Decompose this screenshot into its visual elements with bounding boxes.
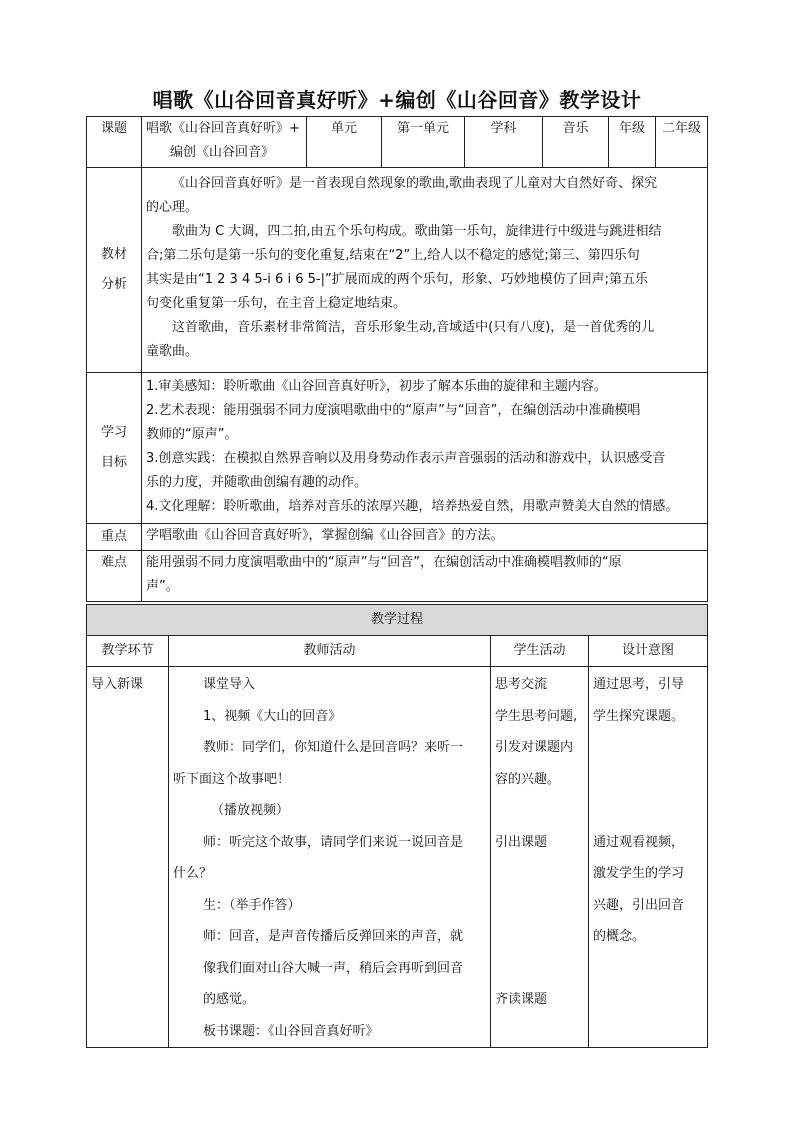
- header-intent: 设计意图: [589, 636, 708, 667]
- header-student: 学生活动: [491, 636, 589, 667]
- topic-row: [87, 117, 708, 168]
- goals-content: 1.审美感知：聆听歌曲《山谷回音真好听》，初步了解本乐曲的旋律和主题内容。 2.艺术表现：能用强弱不同力度演唱歌曲中的“原声”与“回音”，在编创活动中准确模唱 教师的“原声”。 3.创意实践：在模拟自然界音响以及用身势动作表示声音强弱的活动和游戏中，认识感受音 乐的力度，并随歌曲创编有趣的动作。 4.文化理解：聆听歌曲，培养对音乐的浓厚兴趣，培养热爱自然，用歌声赞美大自然的情感。: [142, 373, 708, 524]
- topic-value: 唱歌《山谷回音真好听》+ 编创《山谷回音》: [142, 117, 307, 168]
- difficulty-label: 难点: [87, 551, 142, 602]
- stage-cell: 导入新课: [87, 667, 169, 1048]
- process-body-row: [87, 667, 708, 1048]
- process-table: [86, 604, 708, 1048]
- design-intent: 通过思考，引导 学生探究课题。 通过观看视频， 激发学生的学习 兴趣，引出回音 的概念。: [589, 667, 708, 1048]
- focus-value: 学唱歌曲《山谷回音真好听》，掌握创编《山谷回音》的方法。: [142, 524, 708, 551]
- document-title: 唱歌《山谷回音真好听》+编创《山谷回音》教学设计: [152, 88, 642, 112]
- grade-value: 二年级: [656, 117, 708, 168]
- unit-label: 单元: [307, 117, 382, 168]
- difficulty-row: [87, 551, 708, 602]
- subject-value: 音乐: [543, 117, 609, 168]
- header-stage: 教学环节: [87, 636, 169, 667]
- process-title-row: [87, 605, 708, 636]
- goals-label: 学习 目标: [87, 373, 142, 524]
- teacher-activity: 课堂导入 1、视频《大山的回音》 教师：同学们，你知道什么是回音吗？来听一 听下面这个故事吧！ （播放视频） 师：听完这个故事，请同学们来说一说回音是 什么？ 生：（举手作答） 师：回音，是声音传播后反弹回来的声音，就 像我们面对山谷大喊一声，稍后会再听到回音 的感觉。 板书课题：《山谷回音真好听》: [169, 667, 491, 1048]
- header-teacher: 教师活动: [169, 636, 491, 667]
- subject-label: 学科: [465, 117, 543, 168]
- difficulty-value: 能用强弱不同力度演唱歌曲中的“原声”与“回音”，在编创活动中准确模唱教师的“原 声”。: [142, 551, 708, 602]
- focus-row: [87, 524, 708, 551]
- analysis-content: 《山谷回音真好听》是一首表现自然现象的歌曲,歌曲表现了儿童对大自然好奇、探究 的心理。 歌曲为 C 大调，四二拍,由五个乐句构成。歌曲第一乐句，旋律进行中级进与跳进相结 合;第二乐句是第一乐句的变化重复,结束在“2”上,给人以不稳定的感觉;第三、第四乐句 其实是由“1 2 3 4 5-i 6 i 6 5-|”扩展而成的两个乐句，形象、巧妙地模仿了回声;第五乐 句变化重复第一乐句，在主音上稳定地结束。 这首歌曲，音乐素材非常简洁，音乐形象生动,音域适中(只有八度)，是一首优秀的儿 童歌曲。: [142, 168, 708, 373]
- process-title: 教学过程: [87, 605, 708, 636]
- analysis-label: 教材 分析: [87, 168, 142, 373]
- analysis-row: [87, 168, 708, 373]
- focus-label: 重点: [87, 524, 142, 551]
- info-table: [86, 116, 708, 602]
- topic-label: 课题: [87, 117, 142, 168]
- process-header-row: [87, 636, 708, 667]
- grade-label: 年级: [609, 117, 656, 168]
- unit-value: 第一单元: [382, 117, 465, 168]
- student-activity: 思考交流 学生思考问题, 引发对课题内 容的兴趣。 引出课题 齐读课题: [491, 667, 589, 1048]
- goals-row: [87, 373, 708, 524]
